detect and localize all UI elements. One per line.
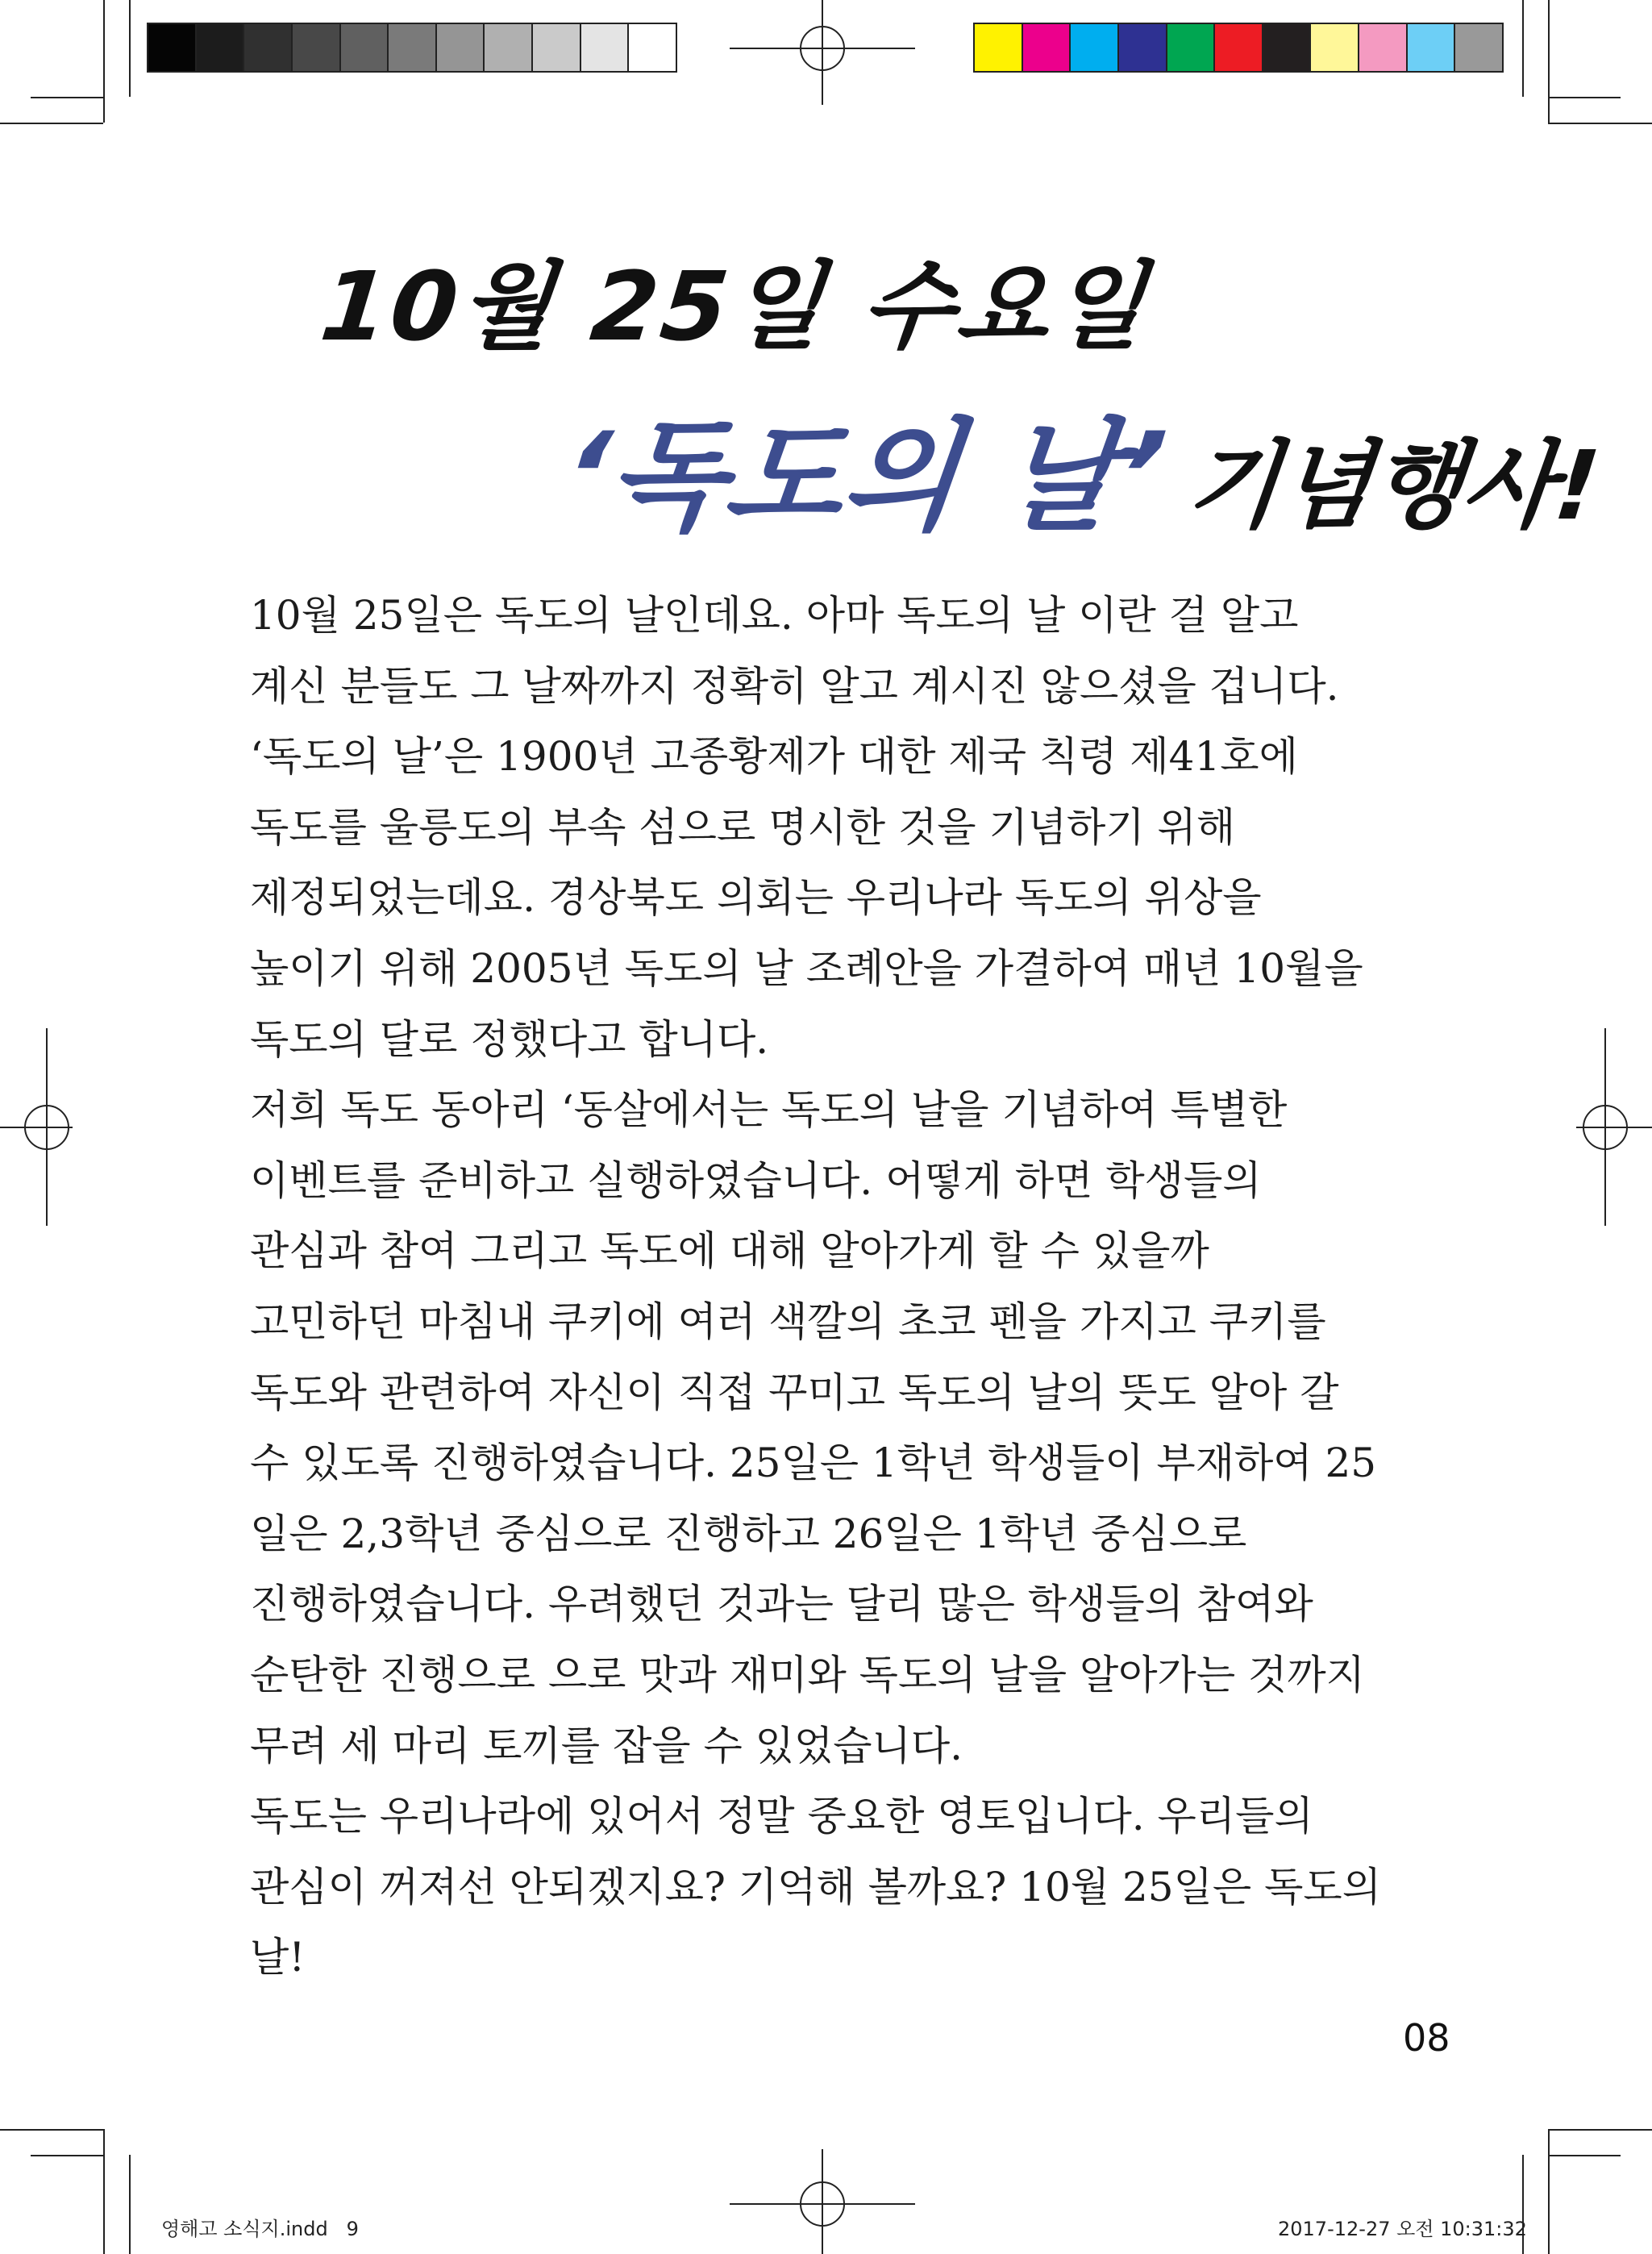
- color-swatch: [1023, 24, 1072, 71]
- color-swatch: [293, 24, 341, 71]
- headline-date: 10월 25일 수요일: [315, 251, 1154, 362]
- body-line: ‘독도의 날’은 1900년 고종황제가 대한 제국 칙령 제41호에: [250, 733, 1298, 781]
- headline-close-quote: ’: [1111, 407, 1172, 548]
- headline-open-quote: ‘: [556, 407, 617, 548]
- slug-filename: 영해고 소식지.indd: [161, 2218, 328, 2240]
- body-line: 일은 2,3학년 중심으로 진행하고 26일은 1학년 중심으로: [250, 1510, 1247, 1557]
- body-line: 계신 분들도 그 날짜까지 정확히 알고 계시진 않으셨을 겁니다.: [250, 662, 1339, 710]
- body-line: 제정되었는데요. 경상북도 의회는 우리나라 독도의 위상을: [250, 874, 1262, 922]
- color-swatch: [1071, 24, 1119, 71]
- body-line: 높이기 위해 2005년 독도의 날 조례안을 가결하여 매년 10월을: [250, 944, 1363, 992]
- color-swatch: [533, 24, 581, 71]
- body-line: 날!: [250, 1934, 306, 1981]
- headline-accent: 독도의 날: [601, 407, 1126, 548]
- color-swatch: [341, 24, 389, 71]
- grayscale-color-bar: [147, 23, 677, 73]
- crop-mark: [103, 0, 105, 123]
- color-swatch: [1119, 24, 1167, 71]
- color-swatch: [1455, 24, 1502, 71]
- body-line: 독도를 울릉도의 부속 섬으로 명시한 것을 기념하기 위해: [250, 803, 1236, 851]
- body-line: 순탄한 진행으로 으로 맛과 재미와 독도의 날을 알아가는 것까지: [250, 1651, 1365, 1698]
- slug-datetime: 2017-12-27 오전 10:31:32: [1278, 2218, 1527, 2240]
- color-swatch: [1408, 24, 1456, 71]
- color-swatch: [485, 24, 533, 71]
- body-line: 독도와 관련하여 자신이 직접 꾸미고 독도의 날의 뜻도 알아 갈: [250, 1369, 1339, 1416]
- crop-mark: [1548, 2155, 1621, 2156]
- crop-mark: [31, 2155, 103, 2156]
- color-swatch: [389, 24, 437, 71]
- color-swatch: [244, 24, 293, 71]
- crop-mark: [1548, 97, 1621, 98]
- color-swatch: [437, 24, 485, 71]
- body-line: 진행하였습니다. 우려했던 것과는 달리 많은 학생들의 참여와: [250, 1581, 1313, 1628]
- body-line: 10월 25일은 독도의 날인데요. 아마 독도의 날 이란 걸 알고: [250, 592, 1299, 639]
- crop-mark: [31, 97, 103, 98]
- body-line: 독도의 달로 정했다고 합니다.: [250, 1015, 769, 1063]
- crop-mark: [129, 0, 131, 97]
- headline-title: [556, 379, 1610, 553]
- body-line: 저희 독도 동아리 ‘동살에서는 독도의 날을 기념하여 특별한: [250, 1086, 1288, 1134]
- crop-mark: [129, 2155, 131, 2254]
- crop-mark: [0, 2129, 103, 2131]
- body-line: 고민하던 마침내 쿠키에 여러 색깔의 초코 펜을 가지고 쿠키를: [250, 1298, 1326, 1345]
- color-swatch: [1311, 24, 1359, 71]
- body-line: 관심과 참여 그리고 독도에 대해 알아가게 할 수 있을까: [250, 1227, 1209, 1275]
- body-line: 관심이 꺼져선 안되겠지요? 기억해 볼까요? 10월 25일은 독도의: [250, 1863, 1382, 1910]
- color-swatch: [1263, 24, 1312, 71]
- color-swatch: [1167, 24, 1216, 71]
- body-line: 수 있도록 진행하였습니다. 25일은 1학년 학생들이 부재하여 25: [250, 1439, 1377, 1487]
- headline-rest: 기념행사!: [1182, 430, 1605, 541]
- crop-mark: [1548, 0, 1550, 123]
- color-swatch: [1215, 24, 1263, 71]
- process-color-bar: [973, 23, 1504, 73]
- color-swatch: [197, 24, 245, 71]
- crop-mark: [0, 123, 103, 124]
- body-line: 독도는 우리나라에 있어서 정말 중요한 영토입니다. 우리들의: [250, 1793, 1313, 1840]
- body-line: 이벤트를 준비하고 실행하였습니다. 어떻게 하면 학생들의: [250, 1156, 1262, 1204]
- crop-mark: [1548, 2129, 1550, 2254]
- crop-mark: [1548, 2129, 1652, 2131]
- color-swatch: [1359, 24, 1408, 71]
- color-swatch: [975, 24, 1023, 71]
- color-swatch: [581, 24, 630, 71]
- crop-mark: [103, 2129, 105, 2254]
- page-number: 08: [1403, 2016, 1450, 2060]
- slug-page: 9: [346, 2218, 359, 2240]
- crop-mark: [1548, 123, 1652, 124]
- color-swatch: [629, 24, 676, 71]
- slug-file: [161, 2213, 359, 2241]
- color-swatch: [148, 24, 197, 71]
- article-body: [250, 581, 1419, 1994]
- body-line: 무려 세 마리 토끼를 잡을 수 있었습니다.: [250, 1722, 963, 1769]
- crop-mark: [1522, 0, 1524, 97]
